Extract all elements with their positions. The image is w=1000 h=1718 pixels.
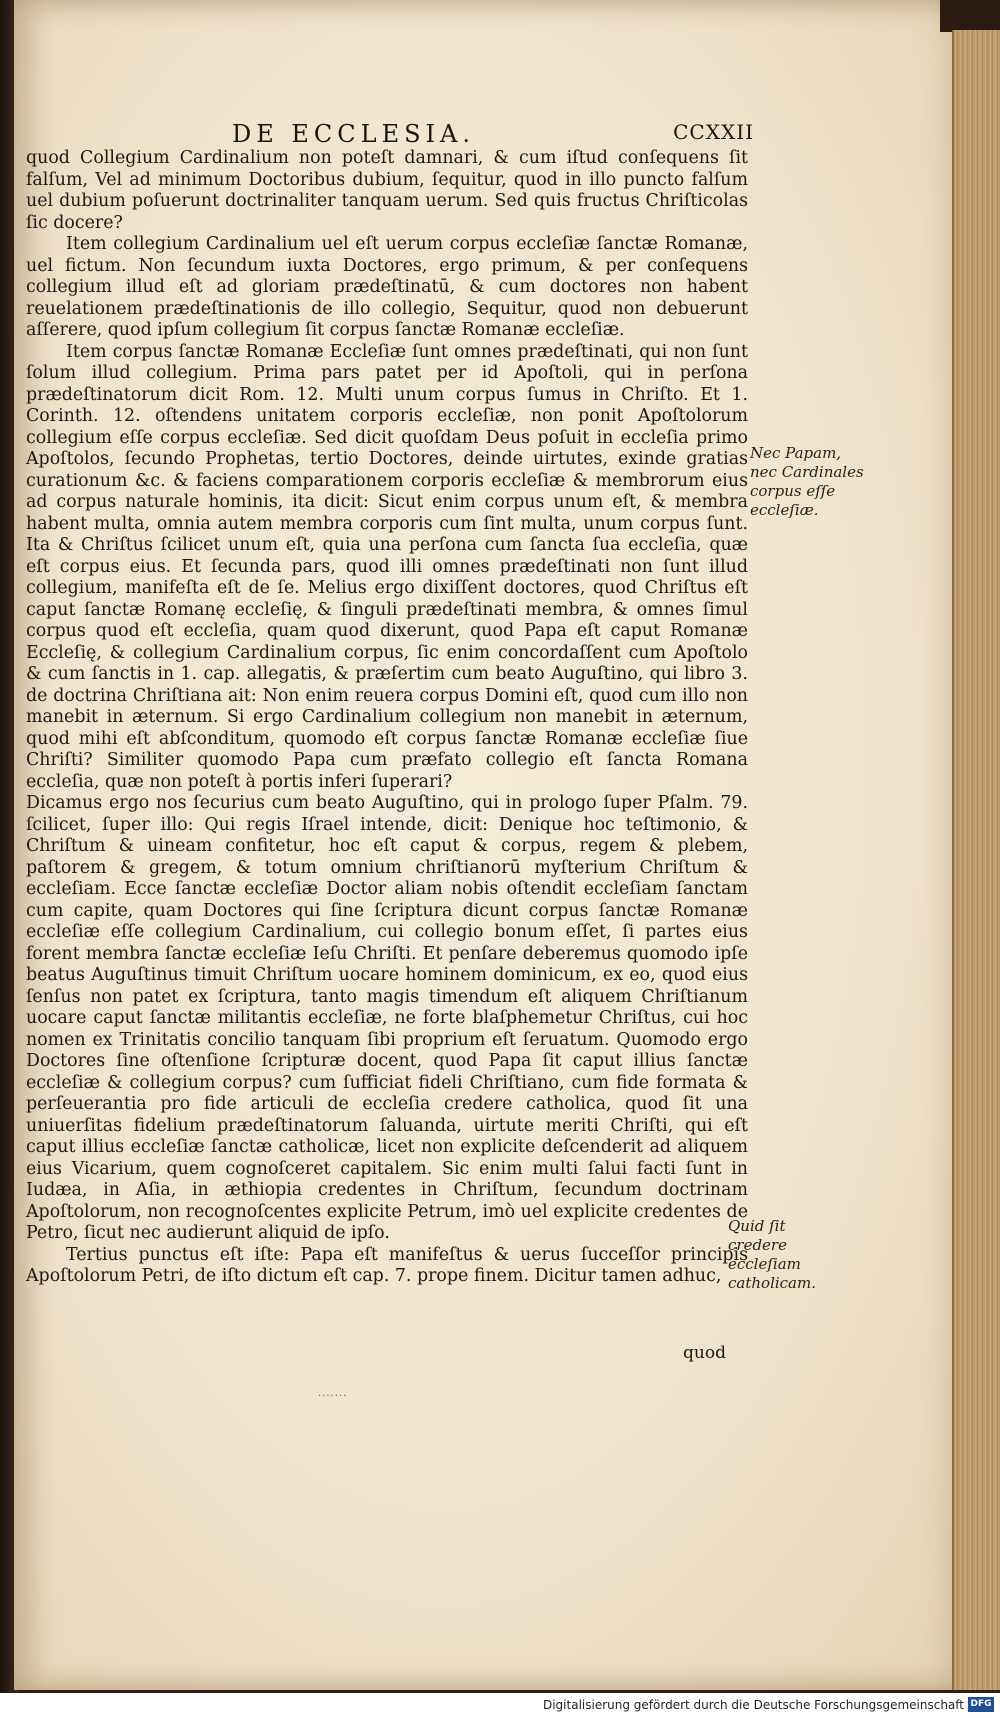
folio-number: CCXXII xyxy=(673,120,754,144)
dfg-logo-icon: DFG xyxy=(968,1697,994,1712)
paragraph-4: Dicamus ergo nos ſecurius cum beato Auguſtino, qui in prologo ſuper Pſalm. 79. ſcilicet, ſuper illo: Qui regis Iſrael intende, dicit: Denique hoc teſtimonio, & Chriſtum & uineam confitetur, hoc eſt caput & corpus, regem & plebem, paſtorem & gregem, & totum omnium chriſtianorū myſterium Chriſtum & eccleſiam. Ecce ſanctæ eccleſiæ Doctor aliam nobis oſtendit eccleſiam ſanctam cum capite, quam Doctores qui ſine ſcriptura dicunt corpus ſanctæ Romanæ eccleſiæ eſſe collegium Cardinalium, cui collegio bonum eſſet, ſi partes eius forent membra ſanctæ eccleſiæ Ieſu Chriſti. Et penſare deberemus quomodo ipſe beatus Auguſtinus timuit Chriſtum uocare hominem dominicum, ex eo, quod eius ſenſus non patet ex ſcriptura, tanto magis timendum eſt aliquem Chriſtianum uocare caput ſanctæ militantis eccleſiæ, ne forte blaſphemetur Chriſtus, cui hoc nomen ex Trinitatis concilio tanquam ſibi proprium eſt ſeruatum. Quomodo ergo Doctores ſine oſtenſione ſcripturæ docent, quod Papa ſit caput illius ſanctæ eccleſiæ & collegium corpus? cum ſufficiat fideli Chriſtiano, cum fide formata & perſeuerantia pro fide articuli de eccleſia credere catholica, quod ſit una uniuerſitas fidelium prædeſtinatorum ſaluanda, uirtute meriti Chriſti, qui eſt caput illius eccleſiæ ſanctæ catholicæ, licet non explicite deſcenderit ad aliquem eius Vicarium, quem cognoſceret capitalem. Sic enim multi ſalui facti ſunt in Iudæa, in Aſia, in æthiopia credentes in Chriſtum, ſecundum doctrinam Apoſtolorum, non recognoſcentes explicite Petrum, imò uel explicite credentes de Petro, ſicut nec audierunt aliquid de ipſo. xyxy=(26,793,748,1243)
main-text-block xyxy=(26,148,748,1288)
paragraph-1: quod Collegium Cardinalium non poteſt damnari, & cum iſtud conſequens ſit falſum, Vel ad minimum Doctoribus dubium, ſequitur, quod in illo puncto falſum uel dubium poſuerunt doctrinaliter tanquam uerum. Sed quis fructus Chriſticolas ſic docere? xyxy=(26,148,748,233)
marginal-note-1: Nec Papam, nec Cardinales corpus eſſe eccleſiæ. xyxy=(750,444,864,519)
footer-credit: Digitalisierung gefördert durch die Deutsche Forschungsgemeinschaft xyxy=(542,1698,964,1712)
paragraph-2: Item collegium Cardinalium uel eſt uerum corpus eccleſiæ ſanctæ Romanæ, uel fictum. Non ſecundum iuxta Doctores, ergo primum, & per conſequens collegium illud eſt ad gloriam prædeſtinatū, & cum doctores non habent reuelationem prædeſtinationis de illo collegio, Sequitur, quod non debuerunt aſſerere, quod ipſum collegium ſit corpus ſanctæ Romanæ eccleſiæ. xyxy=(26,234,748,340)
digitization-footer xyxy=(0,1693,1000,1718)
catchword: quod xyxy=(683,1343,726,1363)
running-title: DE ECCLESIA. xyxy=(232,120,475,148)
ink-smudge: ······· xyxy=(318,1391,348,1402)
paragraph-5: Tertius punctus eſt iſte: Papa eſt manifeſtus & uerus ſucceſſor principis Apoſtolorum Petri, de iſto dictum eſt cap. 7. prope finem. Dicitur tamen adhuc, xyxy=(26,1244,748,1286)
page-edges xyxy=(952,30,1000,1690)
page-header xyxy=(14,120,754,150)
paragraph-3: Item corpus ſanctæ Romanæ Eccleſiæ ſunt omnes prædeſtinati, qui non ſunt ſolum illud collegium. Prima pars patet per id Apoſtoli, qui in perſona prædeſtinatorum dicit Rom. 12. Multi unum corpus ſumus in Chriſto. Et 1. Corinth. 12. oſtendens unitatem corporis eccleſiæ, non ponit Apoſtolorum collegium eſſe corpus eccleſiæ. Sed dicit quoſdam Deus poſuit in eccleſia primo Apoſtolos, ſecundo Prophetas, tertio Doctores, deinde uirtutes, exinde gratias curationum &c. & faciens comparationem corporis eccleſiæ & membrorum eius ad corpus naturale hominis, ita dicit: Sicut enim corpus unum eſt, & membra habent multa, omnia autem membra corporis cum ſint multa, unum corpus ſunt. Ita & Chriſtus ſcilicet unum eſt, quia una perſona cum ſancta ſua eccleſia, quæ eſt corpus eius. Et ſecunda pars, quod illi omnes prædeſtinati non ſunt illud collegium, manifeſta eſt de ſe. Melius ergo dixiſſent doctores, quod Chriſtus eſt caput ſanctæ Romanę eccleſię, & ſinguli prædeſtinati membra, & omnes ſimul corpus quod eſt eccleſia, quam quod dixerunt, quod Papa eſt caput Romanæ Eccleſię, & collegium Cardinalium corpus, ſic enim concordaſſent cum Apoſtolo & cum ſanctis in 1. cap. allegatis, & præſertim cum beato Auguſtino, qui libro 3. de doctrina Chriſtiana ait: Non enim reuera corpus Domini eſt, quod cum illo non manebit in æternum. Si ergo Cardinalium collegium non manebit in æternum, quod mihi eſt abſconditum, quomodo eſt corpus ſanctæ Romanæ eccleſiæ ſiue Chriſti? Similiter quomodo Papa cum præfato collegio eſt ſancta Romana eccleſia, quæ non poteſt à portis inferi ſuperari? xyxy=(26,341,748,792)
scan-dark-corner xyxy=(940,0,1000,32)
marginal-note-2: Quid ſit credere eccleſiam catholicam. xyxy=(728,1217,816,1292)
